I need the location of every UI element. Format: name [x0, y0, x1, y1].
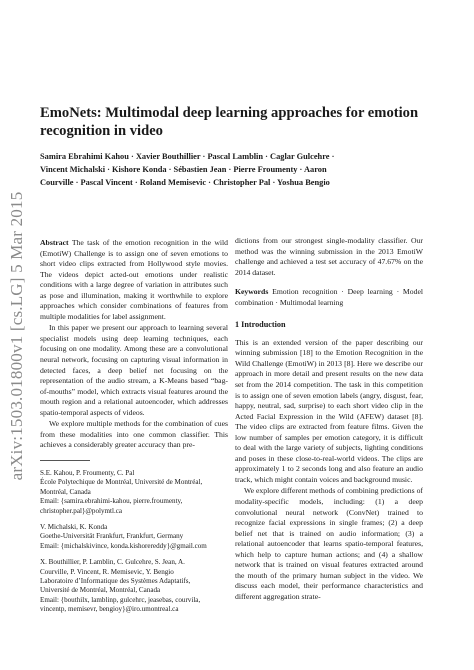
affiliation-line: Montréal, Canada — [40, 487, 91, 496]
keywords-paragraph — [235, 287, 423, 308]
affiliation-line: christopher.pal}@polymtl.ca — [40, 506, 123, 515]
author-line: Courville · Pascal Vincent · Roland Memisevic · Christopher Pal · Yoshua Bengio — [40, 178, 330, 187]
affiliations — [40, 460, 228, 622]
affiliation-line: Laboratoire d’Informatique des Systèmes Adaptatifs, — [40, 577, 191, 586]
affiliation-line: Goethe-Universität Frankfurt, Frankfurt, Germany — [40, 532, 184, 541]
affiliation-line: S.E. Kahou, P. Froumenty, C. Pal — [40, 469, 135, 477]
affiliation-line: V. Michalski, K. Konda — [40, 523, 108, 532]
arxiv-identifier — [2, 186, 32, 486]
author-list — [40, 150, 450, 189]
affiliation-line: Email: {bouthilx, lamblinp, gulcehrc, jeasebas, courvila, — [40, 595, 201, 604]
arxiv-identifier-text: arXiv:1503.01800v1 [cs.LG] 5 Mar 2015 — [7, 191, 26, 481]
author-line: Samira Ebrahimi Kahou · Xavier Bouthillier · Pascal Lamblin · Caglar Gulcehre · — [40, 152, 335, 161]
intro-paragraph: We explore different methods of combining predictions of modality-specific models, including: (1) a deep convolutional neural network (ConvNet) trained to recognize facial expressions in single frames; (2) a deep belief net that is trained on audio information; (3) a relational autoencoder that learns spatio-temporal features, which help to capture human actions; and (4) a shallow network that is trained on visual features extracted around the mouth of the primary human subject in the video. We discuss each model, their performance characteristics and different aggregation strate- — [235, 486, 423, 601]
abstract-text: The task of the emotion recognition in the wild (EmotiW) Challenge is to assign one of seven emotions to short video clips extracted from Hollywood style movies. The videos depict acted-out emotions under realistic conditions with a large degree of variation in attributes such as pose and illumination, making it worthwhile to explore approaches which consider combinations of features from multiple modalities for label assignment. — [40, 238, 228, 321]
affiliation-block — [40, 469, 228, 516]
abstract-paragraph: We explore multiple methods for the combination of cues from these modalities into one common classifier. This achieves a considerably greater accuracy than pre- — [40, 419, 228, 450]
affiliation-line: Email: {samira.ebrahimi-kahou, pierre.froumenty, — [40, 497, 183, 506]
keywords-label: Keywords — [235, 287, 269, 297]
affiliation-line: Courville, P. Vincent, R. Memisevic, Y. Bengio — [40, 567, 174, 576]
affiliation-line: X. Bouthillier, P. Lamblin, C. Gulcehre, S. Jean, A. — [40, 558, 185, 567]
affiliation-line: Email: {michalskivince, konda.kishorereddy}@gmail.com — [40, 541, 207, 550]
author-line: Vincent Michalski · Kishore Konda · Sébastien Jean · Pierre Froumenty · Aaron — [40, 165, 327, 174]
abstract-paragraph — [40, 238, 228, 322]
affiliation-line: Université de Montréal, Montréal, Canada — [40, 586, 161, 595]
intro-paragraph: This is an extended version of the paper describing our winning submission [18] to the Emotion Recognition in the Wild Challenge (EmotiW) in 2013 [8]. Here we describe our approach in more detail and present results on the new data set from the 2014 competition. The task in this competition is to assign one of seven emotion labels (angry, disgust, fear, happy, neutral, sad, surprise) to each short video clip in the Acted Facial Expression in the Wild (AFEW) dataset [8]. The video clips are extracted from feature films. Given the low number of samples per emotion category, it is difficult to deal with the large variety of subjects, lighting conditions and poses in these close-to-real-world videos. The clips are approximately 1 to 2 seconds long and also feature an audio track, which might contain voices and background music. — [235, 337, 423, 484]
right-column — [235, 236, 423, 604]
abstract-paragraph: In this paper we present our approach to learning several specialist models using deep learning techniques, each focusing on one modality. Among these are a convolutional neural network, focusing on capturing visual information in detected faces, a deep belief net focusing on the representation of the audio stream, a K-Means based “bag-of-mouths” model, which extracts visual features around the mouth region and a relational autoencoder, which addresses spatio-temporal aspects of videos. — [40, 323, 228, 417]
paper-title: EmoNets: Multimodal deep learning approaches for emotion recognition in video — [40, 105, 419, 139]
keywords-text: Emotion recognition · Deep learning · Model combination · Multimodal learning — [235, 287, 424, 307]
abstract-label: Abstract — [40, 238, 69, 247]
abstract-continuation: dictions from our strongest single-modality classifier. Our method was the winning submission in the 2013 EmotiW challenge and achieved a test set accuracy of 47.67% on the 2014 dataset. — [235, 236, 423, 277]
section-heading-introduction: 1 Introduction — [235, 320, 286, 330]
left-column — [40, 238, 228, 452]
affiliation-block — [40, 523, 228, 551]
footnote-rule — [40, 460, 90, 461]
affiliation-block — [40, 558, 228, 614]
affiliation-line: École Polytechique de Montréal, Université de Montréal, — [40, 478, 203, 487]
affiliation-line: vincentp, memisevr, bengioy}@iro.umontreal.ca — [40, 605, 179, 614]
